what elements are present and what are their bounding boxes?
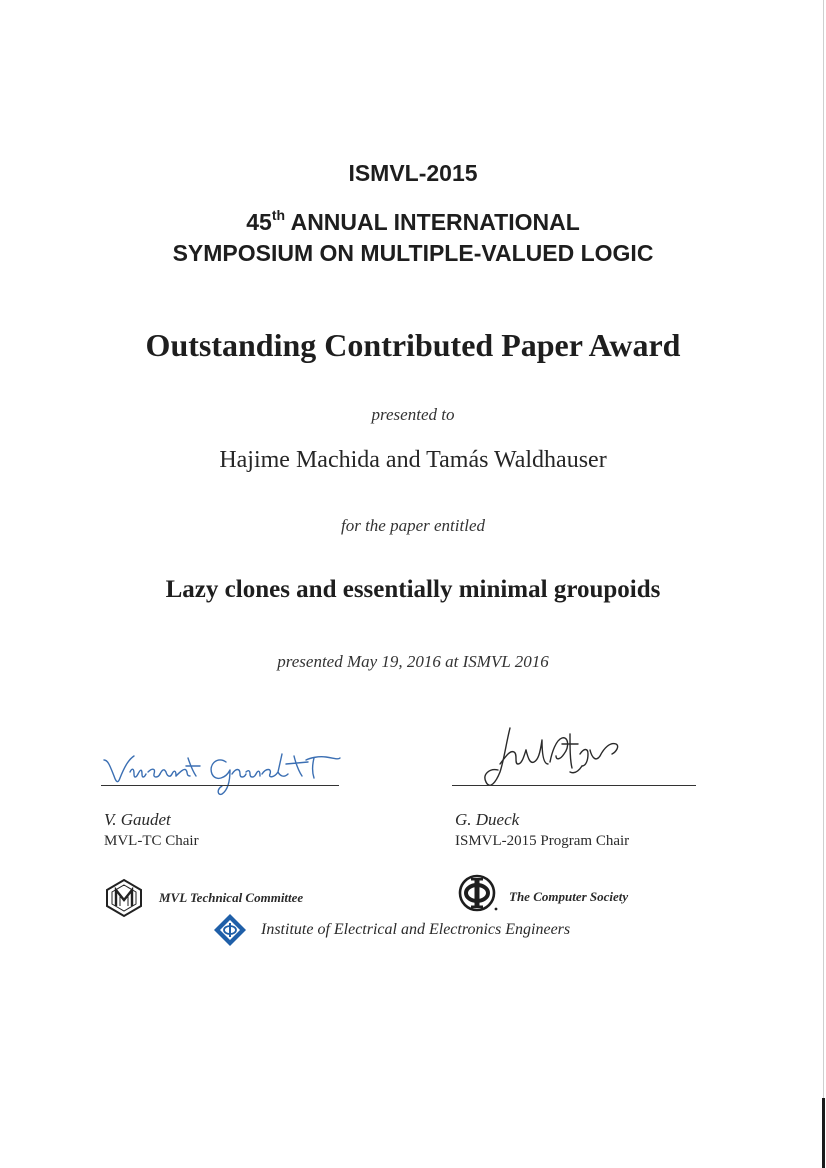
mvl-logo-icon xyxy=(104,878,144,918)
signature-line-gaudet xyxy=(101,785,339,786)
signatory-role-gaudet: MVL-TC Chair xyxy=(104,833,199,849)
computer-society-logo-icon xyxy=(458,873,500,913)
conference-code: ISMVL-2015 xyxy=(348,160,478,186)
award-title: Outstanding Contributed Paper Award xyxy=(145,327,681,363)
symposium-ordinal: 45 xyxy=(246,209,272,235)
symposium-title-line1-rest: ANNUAL INTERNATIONAL xyxy=(290,209,580,235)
symposium-title-line2: SYMPOSIUM ON MULTIPLE-VALUED LOGIC xyxy=(172,240,654,266)
signatory-name-gaudet: V. Gaudet xyxy=(104,810,171,829)
symposium-ordinal-suffix: th xyxy=(271,207,286,223)
computer-society-label: The Computer Society xyxy=(509,889,629,904)
ieee-logo-icon xyxy=(213,913,247,947)
scan-edge-mark xyxy=(822,1098,825,1168)
signature-dueck xyxy=(470,720,650,800)
recipient-names: Hajime Machida and Tamás Waldhauser xyxy=(219,447,607,473)
presentation-date: presented May 19, 2016 at ISMVL 2016 xyxy=(277,652,549,671)
presented-to-label: presented to xyxy=(371,405,455,424)
signature-gaudet xyxy=(100,738,360,798)
signatory-name-dueck: G. Dueck xyxy=(455,810,520,829)
signatory-role-dueck: ISMVL-2015 Program Chair xyxy=(455,833,630,849)
signature-line-dueck xyxy=(452,785,696,786)
mvl-committee-label: MVL Technical Committee xyxy=(159,890,304,905)
ieee-label: Institute of Electrical and Electronics Engineers xyxy=(261,921,571,938)
symposium-title-line1 xyxy=(0,209,826,236)
paper-title: Lazy clones and essentially minimal groupoids xyxy=(165,576,661,603)
paper-intro-label: for the paper entitled xyxy=(340,516,485,535)
